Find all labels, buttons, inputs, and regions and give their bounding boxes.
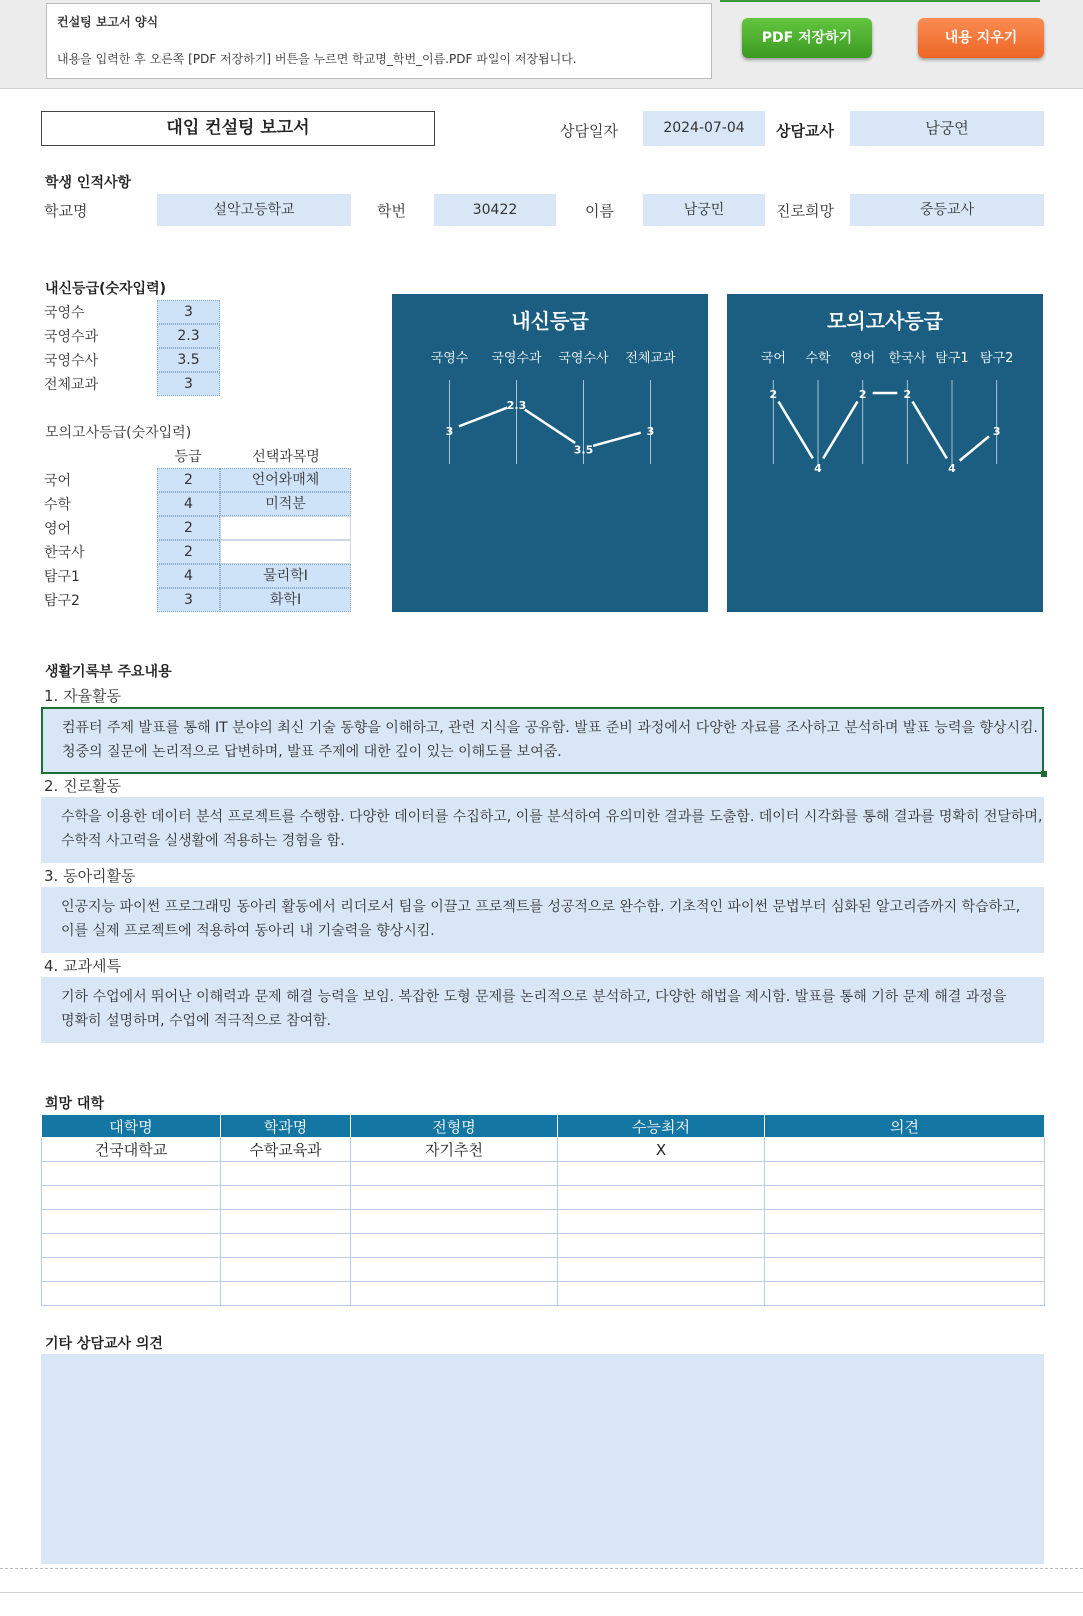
selection-handle[interactable]: [1041, 771, 1047, 777]
table-cell[interactable]: [351, 1210, 558, 1234]
table-cell[interactable]: X: [558, 1138, 765, 1162]
table-row: [42, 1282, 1045, 1306]
chart-category-label: 국영수: [430, 351, 469, 366]
university-table: [41, 1114, 1045, 1306]
mock-subject-cell[interactable]: 화학Ⅰ: [220, 588, 351, 612]
grade-column-header: 등급: [174, 449, 202, 465]
chart-title: 모의고사등급: [827, 309, 943, 333]
career-field[interactable]: 중등교사: [850, 194, 1044, 226]
table-cell[interactable]: [221, 1282, 351, 1306]
opinion-section-title: 기타 상담교사 의견: [45, 1336, 163, 1352]
mock-section-title: 모의고사등급(숫자입력): [45, 425, 192, 441]
column-header-university: 대학명: [42, 1115, 221, 1138]
notice-box: [46, 3, 712, 79]
naesin-row-label: 국영수과: [44, 329, 99, 345]
chart-category-label: 수학: [805, 351, 831, 366]
activity-label-career: 2. 진로활동: [44, 777, 122, 795]
school-field[interactable]: 설악고등학교: [157, 194, 351, 226]
activity-label-subject: 4. 교과세특: [44, 957, 122, 975]
chart-series-line: [525, 410, 575, 443]
mock-grade-cell[interactable]: 4: [157, 564, 220, 588]
accent-line: [720, 0, 1040, 2]
activity-text-club[interactable]: 인공지능 파이썬 프로그래밍 동아리 활동에서 리더로서 팀을 이끌고 프로젝트를 성공적으로 완수함. 기초적인 파이썬 문법부터 심화된 알고리즘까지 학습하고, 이를 실제 프로젝트에 적용하여 동아리 내 기술력을 향상시킴.: [41, 887, 1044, 953]
table-cell[interactable]: [42, 1162, 221, 1186]
chart-category-label: 국영수과: [491, 351, 542, 366]
table-cell[interactable]: [765, 1138, 1045, 1162]
chart-series-line: [913, 402, 947, 459]
column-header-csat-minimum: 수능최저: [558, 1115, 765, 1138]
notice-description: 내용을 입력한 후 오른쪽 [PDF 저장하기] 버튼을 누르면 학교명_학번_이름.PDF 파일이 저장됩니다.: [57, 52, 577, 66]
table-cell[interactable]: [765, 1282, 1045, 1306]
table-row: [42, 1258, 1045, 1282]
chart-data-label: 3: [445, 425, 454, 438]
table-cell[interactable]: [221, 1186, 351, 1210]
column-header-major: 학과명: [221, 1115, 351, 1138]
mock-subject-cell[interactable]: 물리학Ⅰ: [220, 564, 351, 588]
naesin-grade-cell[interactable]: 2.3: [157, 324, 220, 348]
table-cell[interactable]: [351, 1234, 558, 1258]
name-label: 이름: [585, 202, 614, 220]
chart-category-label: 전체교과: [625, 351, 676, 366]
university-section-title: 희망 대학: [45, 1096, 104, 1112]
mock-row-label: 영어: [44, 521, 72, 537]
table-cell[interactable]: [765, 1258, 1045, 1282]
student-id-label: 학번: [377, 202, 406, 220]
naesin-chart-svg: [392, 294, 708, 612]
chart-data-label: 2.3: [506, 399, 527, 413]
date-field[interactable]: 2024-07-04: [643, 111, 765, 146]
table-cell[interactable]: [558, 1186, 765, 1210]
table-cell[interactable]: [558, 1162, 765, 1186]
school-label: 학교명: [44, 202, 88, 220]
activity-text-autonomous[interactable]: 컴퓨터 주제 발표를 통해 IT 분야의 최신 기술 동향을 이해하고, 관련 지식을 공유함. 발표 준비 과정에서 다양한 자료를 조사하고 분석하며 발표 능력을 향상시킴. 청중의 질문에 논리적으로 답변하며, 발표 주제에 대한 깊이 있는 이해도를 보여줌.: [41, 707, 1044, 774]
table-cell[interactable]: [558, 1258, 765, 1282]
table-cell[interactable]: [42, 1234, 221, 1258]
mock-grade-cell[interactable]: 4: [157, 492, 220, 516]
activity-text-career[interactable]: 수학을 이용한 데이터 분석 프로젝트를 수행함. 다양한 데이터를 수집하고, 이를 분석하여 유의미한 결과를 도출함. 데이터 시각화를 통해 결과를 명확히 전달하며, 수학적 사고력을 실생활에 적용하는 경험을 함.: [41, 797, 1044, 863]
naesin-grade-cell[interactable]: 3: [157, 372, 220, 396]
report-title: 대입 컨설팅 보고서: [41, 111, 435, 146]
table-cell[interactable]: [351, 1162, 558, 1186]
naesin-section-title: 내신등급(숫자입력): [45, 281, 166, 297]
activity-label-autonomous: 1. 자율활동: [44, 687, 122, 705]
chart-data-label: 3: [646, 425, 655, 438]
teacher-field[interactable]: 남궁연: [850, 111, 1044, 146]
chart-data-label: 4: [948, 462, 956, 475]
mock-row-label: 탐구1: [44, 569, 80, 585]
column-header-opinion: 의견: [765, 1115, 1045, 1138]
bottom-divider: [0, 1592, 1083, 1593]
pdf-save-button[interactable]: PDF 저장하기: [742, 18, 872, 58]
mock-row-label: 한국사: [44, 545, 85, 561]
table-cell[interactable]: [558, 1282, 765, 1306]
table-cell[interactable]: [765, 1186, 1045, 1210]
notice-title: 컨설팅 보고서 양식: [57, 15, 159, 29]
table-cell[interactable]: [42, 1258, 221, 1282]
table-cell[interactable]: [42, 1282, 221, 1306]
mock-row-label: 탐구2: [44, 593, 80, 609]
subject-column-header: 선택과목명: [252, 449, 320, 465]
table-cell[interactable]: [221, 1162, 351, 1186]
chart-category-label: 영어: [850, 351, 876, 366]
chart-category-label: 국어: [760, 351, 786, 366]
table-row: [42, 1138, 1045, 1162]
table-cell[interactable]: 건국대학교: [42, 1138, 221, 1162]
chart-series-line: [593, 433, 641, 446]
table-cell[interactable]: [558, 1234, 765, 1258]
activity-label-club: 3. 동아리활동: [44, 867, 136, 885]
record-section-title: 생활기록부 주요내용: [45, 664, 172, 680]
mock-row-label: 국어: [44, 473, 72, 489]
chart-category-label: 탐구1: [935, 351, 969, 366]
top-bar: [0, 0, 1083, 89]
mock-subject-cell[interactable]: 미적분: [220, 492, 351, 516]
chart-series-line: [960, 436, 989, 460]
table-cell[interactable]: [42, 1210, 221, 1234]
chart-series-line: [779, 402, 813, 459]
table-cell[interactable]: [221, 1234, 351, 1258]
naesin-chart: [392, 294, 708, 612]
table-cell[interactable]: 수학교육과: [221, 1138, 351, 1162]
mock-grade-cell[interactable]: 2: [157, 468, 220, 492]
mock-subject-cell[interactable]: [220, 540, 351, 564]
table-row: [42, 1234, 1045, 1258]
name-field[interactable]: 남궁민: [643, 194, 765, 226]
date-label: 상담일자: [560, 122, 618, 140]
chart-series-line: [823, 402, 857, 459]
chart-category-label: 한국사: [888, 351, 927, 366]
table-cell[interactable]: [558, 1210, 765, 1234]
mock-chart-svg: [727, 294, 1043, 612]
chart-data-label: 3.5: [573, 443, 594, 457]
chart-data-label: 2: [858, 388, 867, 401]
student-id-field[interactable]: 30422: [434, 194, 556, 226]
page-break-line: [0, 1568, 1083, 1569]
table-cell[interactable]: [765, 1162, 1045, 1186]
opinion-field[interactable]: [41, 1354, 1044, 1564]
table-cell[interactable]: [42, 1186, 221, 1210]
mock-chart: [727, 294, 1043, 612]
naesin-grade-cell[interactable]: 3: [157, 300, 220, 324]
mock-grade-cell[interactable]: 2: [157, 540, 220, 564]
naesin-row-label: 전체교과: [44, 377, 99, 393]
clear-content-button[interactable]: 내용 지우기: [918, 18, 1044, 58]
mock-grade-cell[interactable]: 2: [157, 516, 220, 540]
activity-text-subject[interactable]: 기하 수업에서 뛰어난 이해력과 문제 해결 능력을 보임. 복잡한 도형 문제를 논리적으로 분석하고, 다양한 해법을 제시함. 발표를 통해 기하 문제 해결 과정을 명확히 설명하며, 수업에 적극적으로 참여함.: [41, 977, 1044, 1043]
table-cell[interactable]: [221, 1258, 351, 1282]
student-section-title: 학생 인적사항: [45, 175, 132, 191]
mock-subject-cell[interactable]: 언어와매체: [220, 468, 351, 492]
table-cell[interactable]: [765, 1234, 1045, 1258]
naesin-grade-cell[interactable]: 3.5: [157, 348, 220, 372]
table-cell[interactable]: [765, 1210, 1045, 1234]
naesin-row-label: 국영수: [44, 305, 85, 321]
table-row: [42, 1210, 1045, 1234]
table-cell[interactable]: [351, 1258, 558, 1282]
teacher-label: 상담교사: [776, 122, 834, 140]
chart-category-label: 탐구2: [979, 351, 1014, 366]
mock-subject-cell[interactable]: [220, 516, 351, 540]
table-cell[interactable]: [351, 1186, 558, 1210]
career-label: 진로희망: [776, 202, 834, 220]
chart-title: 내신등급: [511, 309, 589, 333]
chart-category-label: 국영수사: [558, 351, 609, 366]
chart-series-line: [459, 408, 507, 427]
naesin-row-label: 국영수사: [44, 353, 99, 369]
mock-row-label: 수학: [44, 497, 72, 513]
table-cell[interactable]: [351, 1282, 558, 1306]
chart-data-label: 4: [814, 462, 822, 475]
chart-data-label: 2: [769, 388, 778, 401]
table-row: [42, 1162, 1045, 1186]
mock-grade-cell[interactable]: 3: [157, 588, 220, 612]
column-header-admission-type: 전형명: [351, 1115, 558, 1138]
chart-data-label: 2: [903, 388, 912, 401]
table-cell[interactable]: 자기추천: [351, 1138, 558, 1162]
table-row: [42, 1186, 1045, 1210]
chart-data-label: 3: [992, 425, 1001, 438]
table-cell[interactable]: [221, 1210, 351, 1234]
